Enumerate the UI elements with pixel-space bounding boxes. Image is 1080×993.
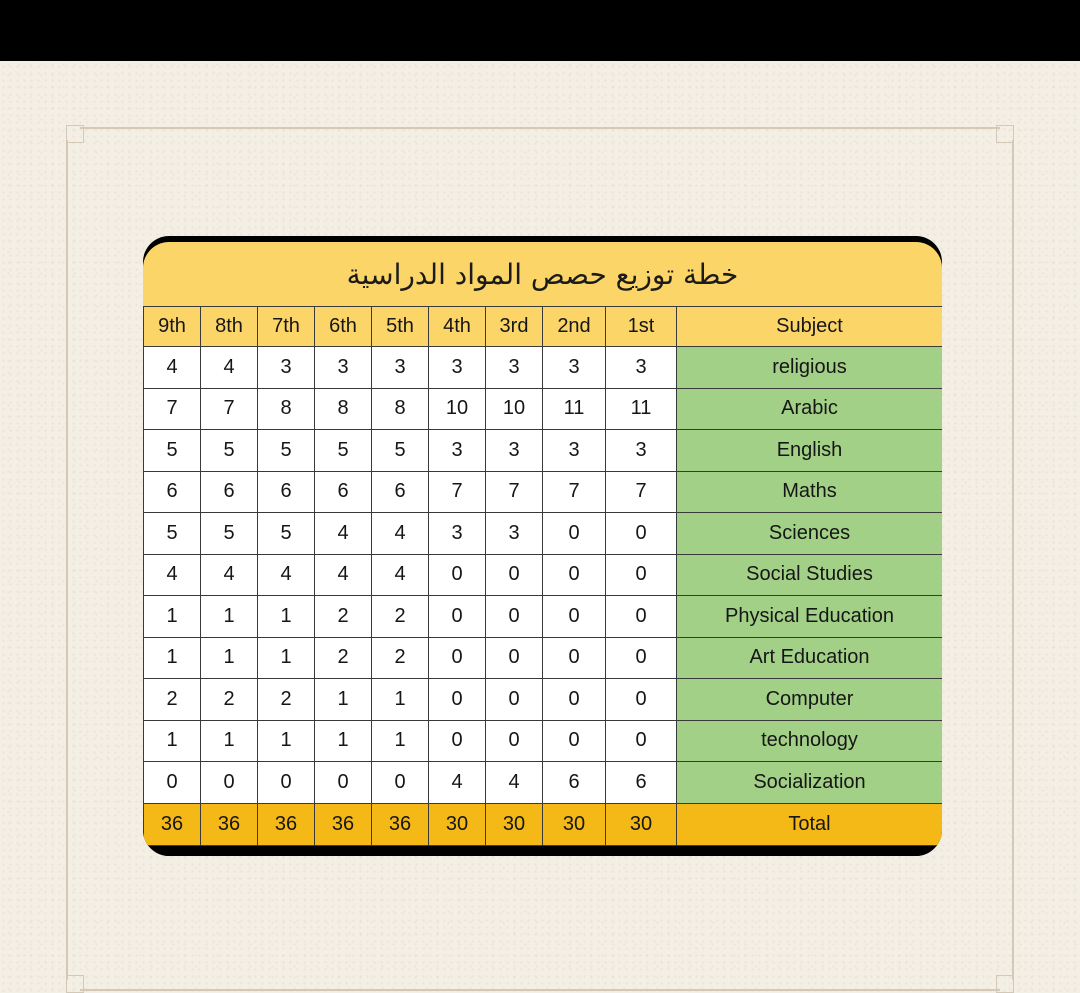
schedule-table xyxy=(143,306,942,846)
period-count-cell: 6 xyxy=(144,471,201,513)
period-count-cell: 4 xyxy=(201,347,258,389)
period-count-cell: 3 xyxy=(486,430,543,472)
period-count-cell: 0 xyxy=(258,762,315,804)
period-count-cell: 0 xyxy=(543,596,606,638)
subject-cell: English xyxy=(677,430,943,472)
period-count-cell: 1 xyxy=(315,679,372,721)
table-row xyxy=(144,720,943,762)
period-count-cell: 0 xyxy=(606,554,677,596)
subject-cell: Maths xyxy=(677,471,943,513)
period-count-cell: 0 xyxy=(543,720,606,762)
table-row xyxy=(144,637,943,679)
column-header: 7th xyxy=(258,307,315,347)
frame-corner-top-right xyxy=(996,125,1014,143)
period-count-cell: 3 xyxy=(606,430,677,472)
table-row xyxy=(144,554,943,596)
period-count-cell: 0 xyxy=(543,637,606,679)
period-count-cell: 0 xyxy=(372,762,429,804)
period-count-cell: 0 xyxy=(606,596,677,638)
period-count-cell: 3 xyxy=(543,430,606,472)
period-count-cell: 1 xyxy=(258,637,315,679)
period-count-cell: 0 xyxy=(606,637,677,679)
period-count-cell: 3 xyxy=(429,347,486,389)
period-count-cell: 2 xyxy=(201,679,258,721)
period-count-cell: 8 xyxy=(258,388,315,430)
subject-cell: Physical Education xyxy=(677,596,943,638)
total-cell: 30 xyxy=(486,803,543,845)
frame-top-line xyxy=(80,127,1000,129)
period-count-cell: 1 xyxy=(372,679,429,721)
period-count-cell: 1 xyxy=(201,637,258,679)
period-count-cell: 7 xyxy=(429,471,486,513)
period-count-cell: 0 xyxy=(606,720,677,762)
period-count-cell: 4 xyxy=(315,513,372,555)
period-count-cell: 2 xyxy=(315,596,372,638)
period-count-cell: 4 xyxy=(258,554,315,596)
period-count-cell: 0 xyxy=(543,554,606,596)
schedule-card xyxy=(143,236,942,856)
period-count-cell: 5 xyxy=(258,430,315,472)
frame-corner-top-left xyxy=(66,125,84,143)
frame-right-line xyxy=(1012,140,1014,980)
period-count-cell: 2 xyxy=(144,679,201,721)
card-bottom-edge xyxy=(143,852,942,856)
period-count-cell: 0 xyxy=(429,720,486,762)
period-count-cell: 5 xyxy=(201,430,258,472)
total-cell: 36 xyxy=(258,803,315,845)
table-row xyxy=(144,762,943,804)
period-count-cell: 3 xyxy=(315,347,372,389)
period-count-cell: 3 xyxy=(429,513,486,555)
column-header: 8th xyxy=(201,307,258,347)
period-count-cell: 0 xyxy=(543,513,606,555)
period-count-cell: 0 xyxy=(315,762,372,804)
period-count-cell: 0 xyxy=(543,679,606,721)
top-black-bar xyxy=(0,0,1080,61)
subject-cell: Socialization xyxy=(677,762,943,804)
frame-left-line xyxy=(66,140,68,980)
subject-cell: technology xyxy=(677,720,943,762)
period-count-cell: 0 xyxy=(201,762,258,804)
period-count-cell: 0 xyxy=(486,720,543,762)
total-cell: 30 xyxy=(606,803,677,845)
period-count-cell: 0 xyxy=(429,637,486,679)
table-row xyxy=(144,347,943,389)
subject-cell: religious xyxy=(677,347,943,389)
period-count-cell: 7 xyxy=(606,471,677,513)
period-count-cell: 3 xyxy=(429,430,486,472)
period-count-cell: 6 xyxy=(258,471,315,513)
period-count-cell: 2 xyxy=(372,637,429,679)
period-count-cell: 4 xyxy=(429,762,486,804)
period-count-cell: 6 xyxy=(201,471,258,513)
period-count-cell: 1 xyxy=(315,720,372,762)
column-header: 4th xyxy=(429,307,486,347)
period-count-cell: 5 xyxy=(144,430,201,472)
table-row xyxy=(144,596,943,638)
frame-corner-bottom-left xyxy=(66,975,84,993)
period-count-cell: 4 xyxy=(372,554,429,596)
column-header: 9th xyxy=(144,307,201,347)
column-header: 2nd xyxy=(543,307,606,347)
period-count-cell: 0 xyxy=(486,637,543,679)
subject-cell: Social Studies xyxy=(677,554,943,596)
column-header: 3rd xyxy=(486,307,543,347)
period-count-cell: 0 xyxy=(486,679,543,721)
frame-corner-bottom-right xyxy=(996,975,1014,993)
period-count-cell: 3 xyxy=(486,513,543,555)
period-count-cell: 4 xyxy=(201,554,258,596)
column-header: Subject xyxy=(677,307,943,347)
table-row xyxy=(144,388,943,430)
period-count-cell: 6 xyxy=(315,471,372,513)
period-count-cell: 3 xyxy=(372,347,429,389)
table-title: خطة توزيع حصص المواد الدراسية xyxy=(346,258,739,291)
total-cell: 36 xyxy=(144,803,201,845)
period-count-cell: 3 xyxy=(486,347,543,389)
total-cell: 36 xyxy=(372,803,429,845)
total-cell: 30 xyxy=(429,803,486,845)
total-cell: 36 xyxy=(201,803,258,845)
subject-cell: Computer xyxy=(677,679,943,721)
period-count-cell: 5 xyxy=(315,430,372,472)
period-count-cell: 0 xyxy=(429,554,486,596)
period-count-cell: 7 xyxy=(486,471,543,513)
period-count-cell: 8 xyxy=(372,388,429,430)
period-count-cell: 0 xyxy=(486,554,543,596)
period-count-cell: 1 xyxy=(258,596,315,638)
column-header: 1st xyxy=(606,307,677,347)
period-count-cell: 5 xyxy=(258,513,315,555)
period-count-cell: 0 xyxy=(606,679,677,721)
period-count-cell: 7 xyxy=(543,471,606,513)
period-count-cell: 7 xyxy=(144,388,201,430)
period-count-cell: 2 xyxy=(315,637,372,679)
period-count-cell: 11 xyxy=(543,388,606,430)
period-count-cell: 4 xyxy=(315,554,372,596)
frame-bottom-line xyxy=(80,989,1000,991)
period-count-cell: 1 xyxy=(201,720,258,762)
period-count-cell: 3 xyxy=(606,347,677,389)
period-count-cell: 7 xyxy=(201,388,258,430)
total-row xyxy=(144,803,943,845)
period-count-cell: 1 xyxy=(372,720,429,762)
period-count-cell: 1 xyxy=(144,720,201,762)
period-count-cell: 4 xyxy=(486,762,543,804)
period-count-cell: 5 xyxy=(144,513,201,555)
period-count-cell: 2 xyxy=(372,596,429,638)
period-count-cell: 2 xyxy=(258,679,315,721)
period-count-cell: 4 xyxy=(144,554,201,596)
period-count-cell: 6 xyxy=(606,762,677,804)
table-row xyxy=(144,430,943,472)
table-row xyxy=(144,679,943,721)
period-count-cell: 6 xyxy=(543,762,606,804)
period-count-cell: 3 xyxy=(543,347,606,389)
column-header: 5th xyxy=(372,307,429,347)
period-count-cell: 11 xyxy=(606,388,677,430)
period-count-cell: 0 xyxy=(606,513,677,555)
total-cell: 30 xyxy=(543,803,606,845)
period-count-cell: 6 xyxy=(372,471,429,513)
subject-cell: Sciences xyxy=(677,513,943,555)
period-count-cell: 5 xyxy=(201,513,258,555)
period-count-cell: 0 xyxy=(429,679,486,721)
table-row xyxy=(144,471,943,513)
table-row xyxy=(144,513,943,555)
period-count-cell: 4 xyxy=(372,513,429,555)
header-row xyxy=(144,307,943,347)
period-count-cell: 1 xyxy=(144,637,201,679)
column-header: 6th xyxy=(315,307,372,347)
period-count-cell: 1 xyxy=(144,596,201,638)
period-count-cell: 0 xyxy=(144,762,201,804)
total-cell: 36 xyxy=(315,803,372,845)
period-count-cell: 0 xyxy=(429,596,486,638)
period-count-cell: 1 xyxy=(201,596,258,638)
subject-cell: Art Education xyxy=(677,637,943,679)
subject-cell: Arabic xyxy=(677,388,943,430)
period-count-cell: 4 xyxy=(144,347,201,389)
total-label: Total xyxy=(677,803,943,845)
period-count-cell: 10 xyxy=(486,388,543,430)
title-band xyxy=(143,242,942,313)
period-count-cell: 3 xyxy=(258,347,315,389)
period-count-cell: 8 xyxy=(315,388,372,430)
period-count-cell: 5 xyxy=(372,430,429,472)
period-count-cell: 1 xyxy=(258,720,315,762)
period-count-cell: 0 xyxy=(486,596,543,638)
period-count-cell: 10 xyxy=(429,388,486,430)
